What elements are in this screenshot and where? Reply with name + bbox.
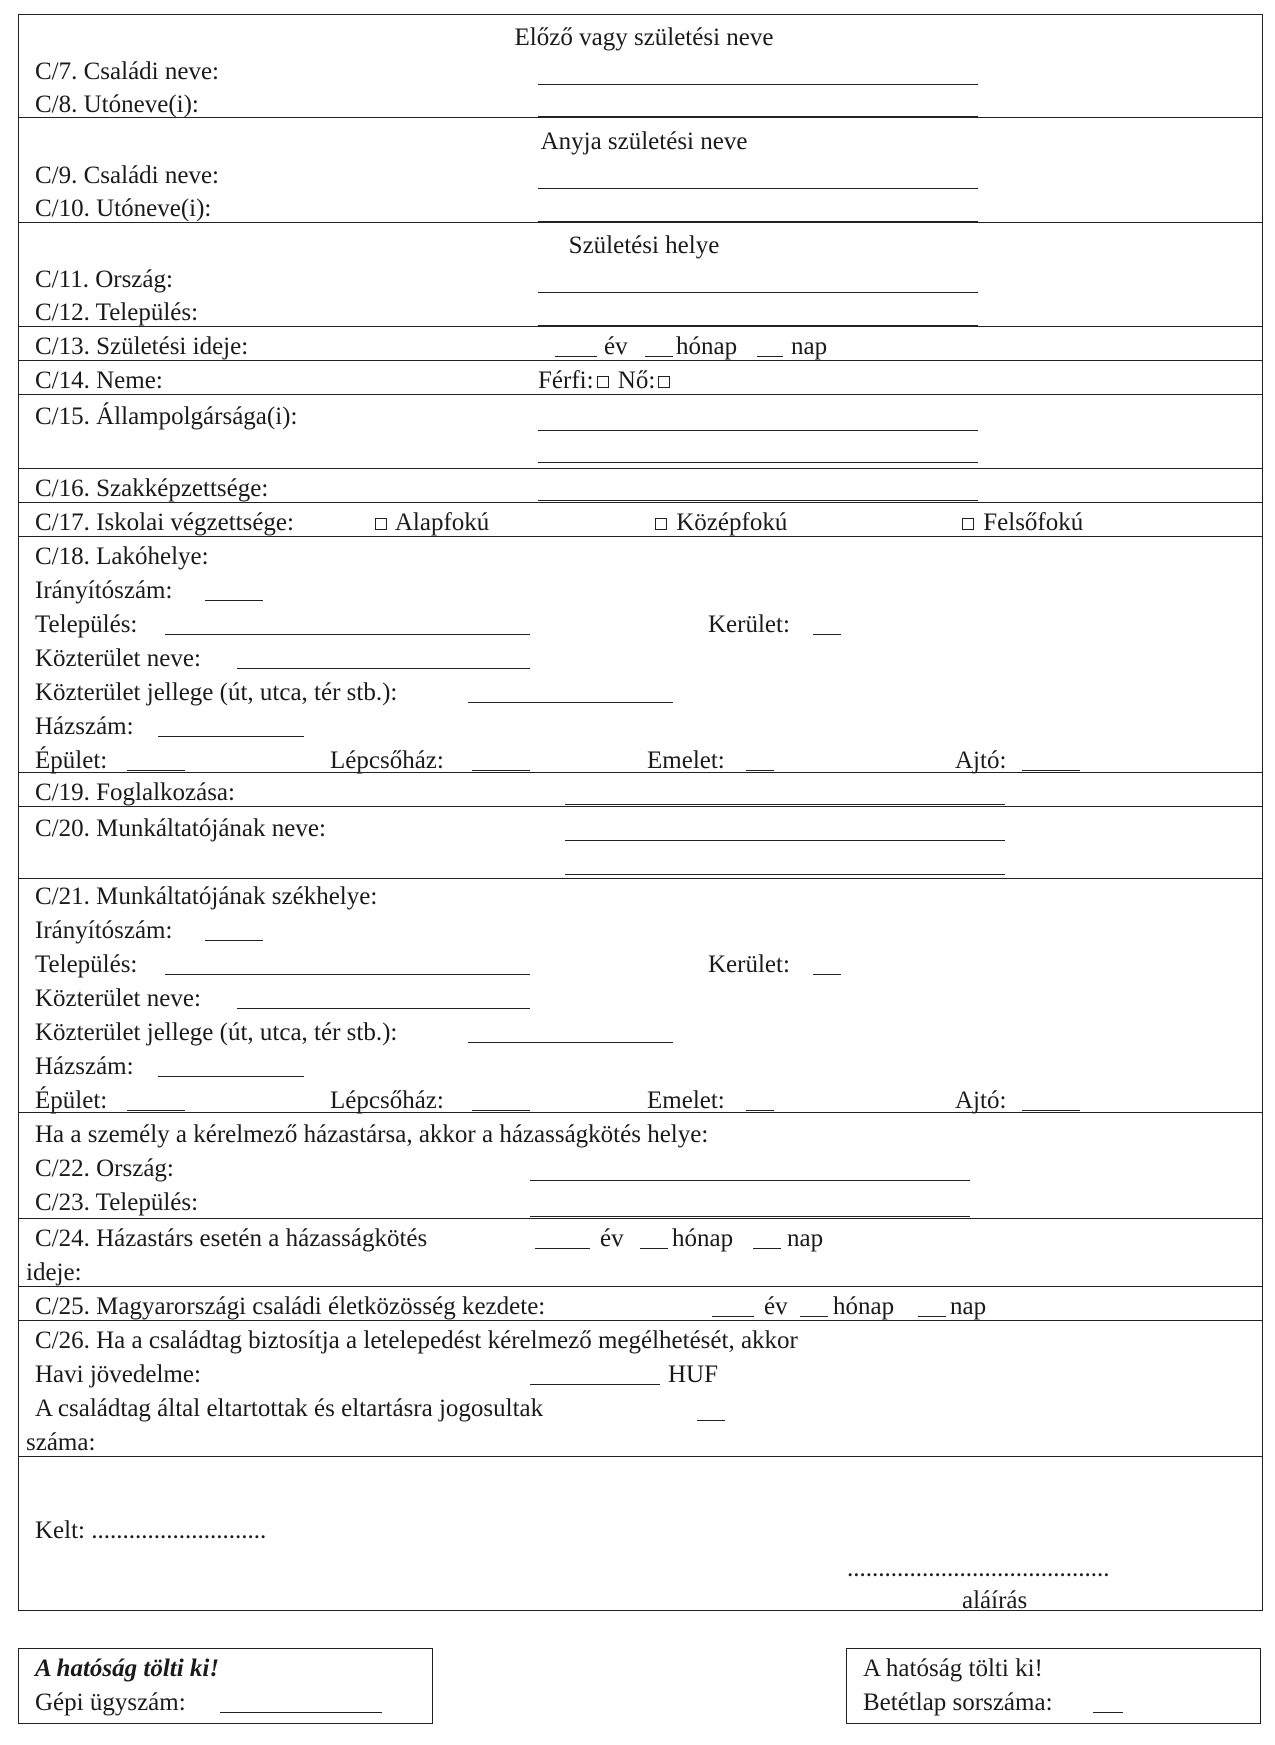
marriage-date-label: C/24. Házastárs esetén a házasságkötés [35,1225,428,1252]
row-divider [18,1456,1263,1457]
employer-name-field-1[interactable] [565,840,1005,841]
residence-street-field[interactable] [237,668,530,669]
row-divider [18,468,1263,469]
marriage-day-label: nap [787,1225,824,1252]
residence-door-field[interactable] [1022,770,1080,771]
birth-town-label: C/12. Település: [35,299,199,326]
employer-district-label: Kerület: [708,951,790,978]
residence-zip-field[interactable] [205,600,263,601]
mother-family-name-field[interactable] [538,188,978,189]
row-divider [18,117,1263,118]
residence-building-label: Épület: [35,747,108,774]
qualification-field[interactable] [538,500,978,501]
citizenship-label: C/15. Állampolgársága(i): [35,403,298,430]
row-divider [18,1112,1263,1113]
family-name-label: C/7. Családi neve: [35,58,219,85]
row-divider [18,772,1263,773]
residence-street-label: Közterület neve: [35,645,201,672]
date-line: Kelt: ............................ [35,1517,267,1544]
secondary-label: Középfokú [676,509,788,536]
authority-right-title: A hatóság tölti ki! [863,1655,1043,1682]
employer-stair-field[interactable] [472,1110,530,1111]
year-label: év [604,333,628,360]
dependents-label: A családtag által eltartottak és eltartásra jogosultak [35,1395,544,1422]
row-divider [18,1320,1263,1321]
basic-label: Alapfokú [394,509,490,536]
marriage-country-field[interactable] [530,1180,970,1181]
higher-checkbox[interactable] [962,518,974,530]
residence-stair-field[interactable] [472,770,530,771]
row-divider [18,1286,1263,1287]
sex-male-option [538,368,673,393]
case-number-label: Gépi ügyszám: [35,1689,186,1716]
qualification-label: C/16. Szakképzettsége: [35,475,269,502]
occupation-field[interactable] [565,804,1005,805]
basic-checkbox[interactable] [375,518,387,530]
mother-given-name-label: C/10. Utóneve(i): [35,195,212,222]
cohabitation-month-field[interactable] [800,1316,828,1317]
employer-zip-field[interactable] [205,940,263,941]
residence-stair-label: Lépcsőház: [330,747,444,774]
dependents-label-cont: száma: [26,1429,96,1456]
insert-sheet-number-field[interactable] [1093,1712,1123,1713]
row-divider [18,878,1263,879]
marriage-year-field[interactable] [535,1248,590,1249]
marriage-date-label-cont: ideje: [26,1259,82,1286]
residence-zip-label: Irányítószám: [35,577,173,604]
row-divider [18,502,1263,503]
residence-street-type-field[interactable] [468,702,673,703]
marriage-year-label: év [600,1225,624,1252]
secondary-checkbox[interactable] [655,518,667,530]
income-field[interactable] [530,1384,660,1385]
mother-family-name-label: C/9. Családi neve: [35,162,219,189]
family-name-field[interactable] [538,84,978,85]
employer-door-field[interactable] [1022,1110,1080,1111]
residence-town-label: Település: [35,611,138,638]
employer-street-type-field[interactable] [468,1042,673,1043]
education-option-basic [372,510,489,535]
dependents-field[interactable] [697,1420,725,1421]
employer-street-type-label: Közterület jellege (út, utca, tér stb.): [35,1019,398,1046]
residence-district-label: Kerület: [708,611,790,638]
section-heading-birth-place: Születési helye [568,232,720,259]
marriage-town-label: C/23. Település: [35,1189,199,1216]
row-divider [18,1218,1263,1219]
section-heading-previous-name: Előző vagy születési neve [514,24,774,51]
education-label: C/17. Iskolai végzettsége: [35,509,294,536]
male-label: Férfi: [538,367,594,394]
row-divider [18,326,1263,327]
residence-building-field[interactable] [127,770,185,771]
cohabitation-year-field[interactable] [712,1316,754,1317]
education-option-secondary [652,510,787,535]
authority-left-title: A hatóság tölti ki! [35,1655,220,1682]
cohabitation-year-label: év [764,1293,788,1320]
citizenship-field-2[interactable] [538,462,978,463]
birth-year-field[interactable] [555,356,597,357]
signature-label: aláírás [962,1587,1028,1614]
insert-sheet-number-label: Betétlap sorszáma: [863,1689,1053,1716]
marriage-place-intro: Ha a személy a kérelmező házastársa, akkor a házasságkötés helye: [35,1121,709,1148]
month-label: hónap [676,333,738,360]
employer-street-field[interactable] [237,1008,530,1009]
employer-town-field[interactable] [165,974,530,975]
sex-label: C/14. Neme: [35,367,163,394]
cohabitation-day-label: nap [950,1293,987,1320]
residence-floor-field[interactable] [746,770,774,771]
employer-building-label: Épület: [35,1087,108,1114]
citizenship-field-1[interactable] [538,430,978,431]
employer-zip-label: Irányítószám: [35,917,173,944]
currency-label: HUF [668,1361,719,1388]
employer-town-label: Település: [35,951,138,978]
support-intro: C/26. Ha a családtag biztosítja a letelepedést kérelmező megélhetését, akkor [35,1327,798,1354]
employer-name-label: C/20. Munkáltatójának neve: [35,815,326,842]
income-label: Havi jövedelme: [35,1361,201,1388]
female-checkbox[interactable] [658,376,670,388]
mother-given-name-field[interactable] [538,221,978,222]
row-divider [18,222,1263,223]
day-label: nap [791,333,828,360]
birth-country-field[interactable] [538,292,978,293]
employer-seat-label: C/21. Munkáltatójának székhelye: [35,883,378,910]
case-number-field[interactable] [220,1712,382,1713]
higher-label: Felsőfokú [983,509,1084,536]
row-divider [18,536,1263,537]
employer-stair-label: Lépcsőház: [330,1087,444,1114]
marriage-day-field[interactable] [753,1248,781,1249]
residence-district-field[interactable] [813,634,841,635]
given-name-label: C/8. Utóneve(i): [35,91,199,118]
given-name-field[interactable] [538,116,978,117]
cohabitation-month-label: hónap [833,1293,895,1320]
marriage-country-label: C/22. Ország: [35,1155,174,1182]
marriage-month-label: hónap [672,1225,734,1252]
residence-floor-label: Emelet: [647,747,725,774]
birth-date-label: C/13. Születési ideje: [35,333,249,360]
employer-floor-label: Emelet: [647,1087,725,1114]
female-label: Nő: [617,367,656,394]
row-divider [18,360,1263,361]
row-divider [18,394,1263,395]
cohabitation-day-field[interactable] [918,1316,946,1317]
residence-house-field[interactable] [158,736,304,737]
residence-door-label: Ajtó: [955,747,1007,774]
employer-house-label: Házszám: [35,1053,134,1080]
occupation-label: C/19. Foglalkozása: [35,779,235,806]
birth-town-field[interactable] [538,325,978,326]
residence-street-type-label: Közterület jellege (út, utca, tér stb.): [35,679,398,706]
marriage-town-field[interactable] [530,1216,970,1217]
residence-house-label: Házszám: [35,713,134,740]
education-option-higher [959,510,1083,535]
birth-month-field[interactable] [645,356,673,357]
employer-name-field-2[interactable] [565,874,1005,875]
employer-house-field[interactable] [158,1076,304,1077]
cohabitation-label: C/25. Magyarországi családi életközösség kezdete: [35,1293,546,1320]
birth-day-field[interactable] [757,356,783,357]
residence-label: C/18. Lakóhelye: [35,543,209,570]
signature-line[interactable]: .......................................... [847,1555,1110,1582]
employer-street-label: Közterület neve: [35,985,201,1012]
employer-building-field[interactable] [127,1110,185,1111]
employer-floor-field[interactable] [746,1110,774,1111]
male-checkbox[interactable] [597,376,609,388]
section-heading-mother-name: Anyja születési neve [540,128,748,155]
marriage-month-field[interactable] [640,1248,668,1249]
employer-door-label: Ajtó: [955,1087,1007,1114]
birth-country-label: C/11. Ország: [35,266,173,293]
residence-town-field[interactable] [165,634,530,635]
employer-district-field[interactable] [813,974,841,975]
row-divider [18,806,1263,807]
